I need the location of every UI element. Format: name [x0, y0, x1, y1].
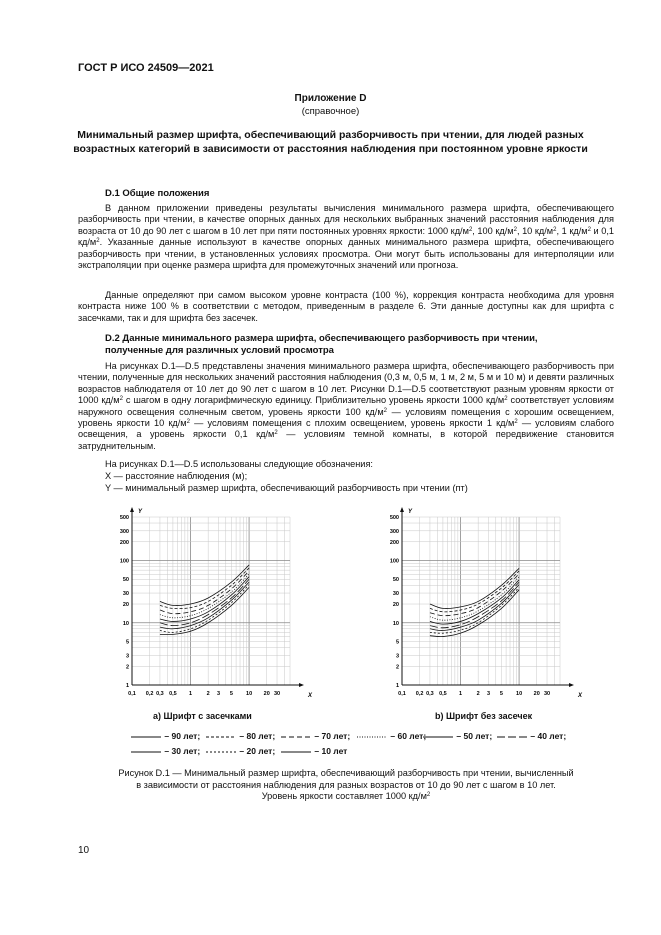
y-tick-label: 200 [119, 539, 129, 546]
x-axis-arrow [569, 683, 574, 687]
x-tick-label: 0,5 [439, 691, 447, 697]
y-tick-label: 5 [125, 639, 129, 646]
x-tick-label: 30 [543, 691, 551, 697]
x-tick-label: 20 [533, 691, 540, 697]
y-tick-label: 2 [125, 664, 129, 671]
x-tick-label: 5 [229, 691, 233, 697]
y-tick-label: 100 [119, 558, 129, 565]
legend-item-30: – 30 лет; [164, 746, 201, 756]
y-axis-label: Y [138, 509, 143, 515]
chart-sans-serif [388, 505, 588, 705]
section-d1-paragraph-1: В данном приложении приведены результаты вычисления минимального размера шрифта, обеспечивающего разборчивость при чтении, в качестве опорных данных для нескольких выбранных значений расстояния наблюдения для возраста от 10 до 90 лет с шагом в 10 лет при пяти постоянных уровнях яркости: 1000 $кд/м^2$, 100 $кд/м^2$, 10 $кд/м^2$, 1 $кд/м^2$ и 0,1 $кд/м^2$. Указанные данные используют в качестве опорных данных минимального размера шрифта, обеспечивающего разборчивость при чтении, в установленных условиях просмотра. Они могут быть использованы для интерполяции или экстраполяции при оценке размера шрифта для промежуточных значений или прогноза. [78, 203, 614, 271]
y-tick-label: 1 [125, 683, 129, 689]
x-tick-label: 5 [499, 691, 503, 697]
legend-item-40: – 40 лет; [530, 731, 567, 741]
legend-item-60: – 60 лет; [390, 731, 427, 741]
x-tick-label: 0,2 [145, 691, 154, 697]
section-heading-d2-line1: D.2 Данные минимального размера шрифта, обеспечивающего разборчивость при чтении, [105, 333, 538, 344]
x-tick-label: 3 [486, 691, 491, 697]
y-tick-label: 300 [389, 528, 399, 535]
figure-caption [78, 768, 614, 803]
section-heading-d1: D.1 Общие положения [105, 188, 210, 199]
x-tick-label: 10 [246, 691, 253, 697]
x-tick-label: 30 [273, 691, 281, 697]
appendix-kind: (справочное) [301, 106, 360, 117]
y-tick-label: 100 [389, 558, 399, 565]
notation-x: X — расстояние наблюдения (м); [105, 471, 248, 481]
y-axis-arrow [400, 507, 404, 512]
page-number: 10 [78, 845, 90, 856]
x-tick-label: 0,3 [426, 691, 434, 697]
x-tick-label: 2 [476, 691, 480, 697]
y-tick-label: 2 [395, 664, 399, 671]
chart-sans-serif-caption: b) Шрифт без засечек [435, 711, 533, 721]
appendix-label: Приложение D [294, 93, 367, 104]
y-tick-label: 3 [395, 653, 399, 660]
legend-item-90: – 90 лет; [164, 731, 201, 741]
legend-item-50: – 50 лет; [456, 731, 493, 741]
y-tick-label: 500 [389, 515, 399, 521]
y-tick-label: 10 [392, 620, 399, 627]
y-tick-label: 500 [119, 515, 129, 521]
x-axis-arrow [299, 683, 304, 687]
y-tick-label: 3 [125, 653, 129, 660]
x-tick-label: 0,1 [128, 691, 136, 697]
section-d1-paragraph-2: Данные определяют при самом высоком уровне контраста (100 %), коррекция контраста необходима для уровня контраста ниже 100 % в соответствии с методом, приведенным в разделе 6. Эти данные доступны как для шрифта с засечками, так и для шрифта без засечек. [78, 290, 614, 323]
figure-caption-line-2: в зависимости от расстояния наблюдения для разных возрастов от 10 до 90 лет с шагом в 10 лет. [136, 779, 556, 790]
x-tick-label: 10 [516, 691, 523, 697]
y-axis-label: Y [408, 509, 413, 515]
document-header: ГОСТ Р ИСО 24509—2021 [78, 62, 214, 74]
section-d2-paragraph-1: На рисунках D.1—D.5 представлены значения минимального размера шрифта, обеспечивающего разборчивость при чтении, полученные для нескольких значений расстояния наблюдения (0,3 м, 0,5 м, 1 м, 2 м, 5 м и 10 м) и девяти различных возрастов наблюдателя от 10 лет до 90 лет с шагом в 10 лет. Рисунки D.1—D.5 соответствуют разным уровням яркости от 1000 $кд/м^2$ с шагом в одну логарифмическую единицу. Приблизительно уровень яркости 1000 $кд/м^2$ соответствует условиям наружного освещения солнечным светом, уровень яркости 100 $кд/м^2$ — условиям помещения с хорошим освещением, уровень яркости 10 $кд/м^2$ — условиям помещения с плохим освещением, уровень яркости 1 $кд/м^2$ — условиям слабого освещения, а уровень яркости 0,1 $кд/м^2$ — условиям темной комнаты, в которой передвижение становится затруднительным. [78, 361, 615, 451]
x-tick-label: 0,1 [398, 691, 406, 697]
y-tick-label: 5 [395, 639, 399, 646]
x-tick-label: 1 [189, 691, 193, 697]
chart-grid [402, 517, 560, 685]
appendix-title: Минимальный размер шрифта, обеспечивающий разборчивость при чтении, для людей разных возрастных категорий в зависимости от расстояния наблюдения при постоянном уровне яркости [73, 129, 588, 155]
x-tick-label: 0,2 [415, 691, 424, 697]
x-tick-label: 3 [216, 691, 221, 697]
series-line-70-лет [160, 571, 249, 614]
x-tick-label: 20 [263, 691, 270, 697]
series-line-70-лет [430, 574, 519, 616]
legend-item-20: – 20 лет; [239, 746, 276, 756]
series-line-80-лет [430, 571, 519, 612]
y-tick-label: 30 [122, 591, 129, 598]
y-tick-label: 1 [395, 683, 399, 689]
notation-y: Y — минимальный размер шрифта, обеспечивающий разборчивость при чтении (пт) [105, 483, 468, 493]
x-tick-label: 1 [459, 691, 463, 697]
chart-grid [132, 517, 290, 685]
x-tick-label: 0,5 [169, 691, 177, 697]
y-tick-label: 200 [389, 539, 399, 546]
series-line-80-лет [160, 568, 249, 609]
x-tick-label: 2 [206, 691, 210, 697]
x-axis-label: X [578, 693, 583, 699]
y-tick-label: 300 [119, 528, 129, 535]
y-tick-label: 30 [392, 591, 399, 598]
figure-caption-line-3: Уровень яркости составляет 1000 $кд/м^2$ [261, 791, 431, 801]
y-tick-label: 20 [122, 602, 129, 609]
y-tick-label: 50 [122, 577, 129, 584]
legend-item-10: – 10 лет [314, 746, 348, 756]
section-heading-d2-line2: полученные для различных условий просмотра [105, 345, 334, 356]
chart-serif [118, 505, 318, 705]
chart-serif-svg [118, 505, 318, 705]
y-tick-label: 10 [122, 620, 129, 627]
figure-caption-line-1: Рисунок D.1 — Минимальный размер шрифта, обеспечивающий разборчивость при чтении, вычисленный [118, 768, 574, 778]
series-line-30-лет [430, 585, 519, 631]
y-tick-label: 50 [392, 577, 399, 584]
x-axis-label: X [308, 693, 313, 699]
chart-serif-caption: а) Шрифт с засечками [153, 711, 252, 721]
notation-intro: На рисунках D.1—D.5 использованы следующие обозначения: [105, 459, 373, 469]
series-line-60-лет [430, 577, 519, 621]
legend-item-80: – 80 лет; [239, 731, 276, 741]
y-tick-label: 20 [392, 602, 399, 609]
y-axis-arrow [130, 507, 134, 512]
legend-item-70: – 70 лет; [314, 731, 351, 741]
x-tick-label: 0,3 [156, 691, 164, 697]
series-line-40-лет [160, 579, 249, 625]
chart-sans-serif-svg [388, 505, 588, 705]
